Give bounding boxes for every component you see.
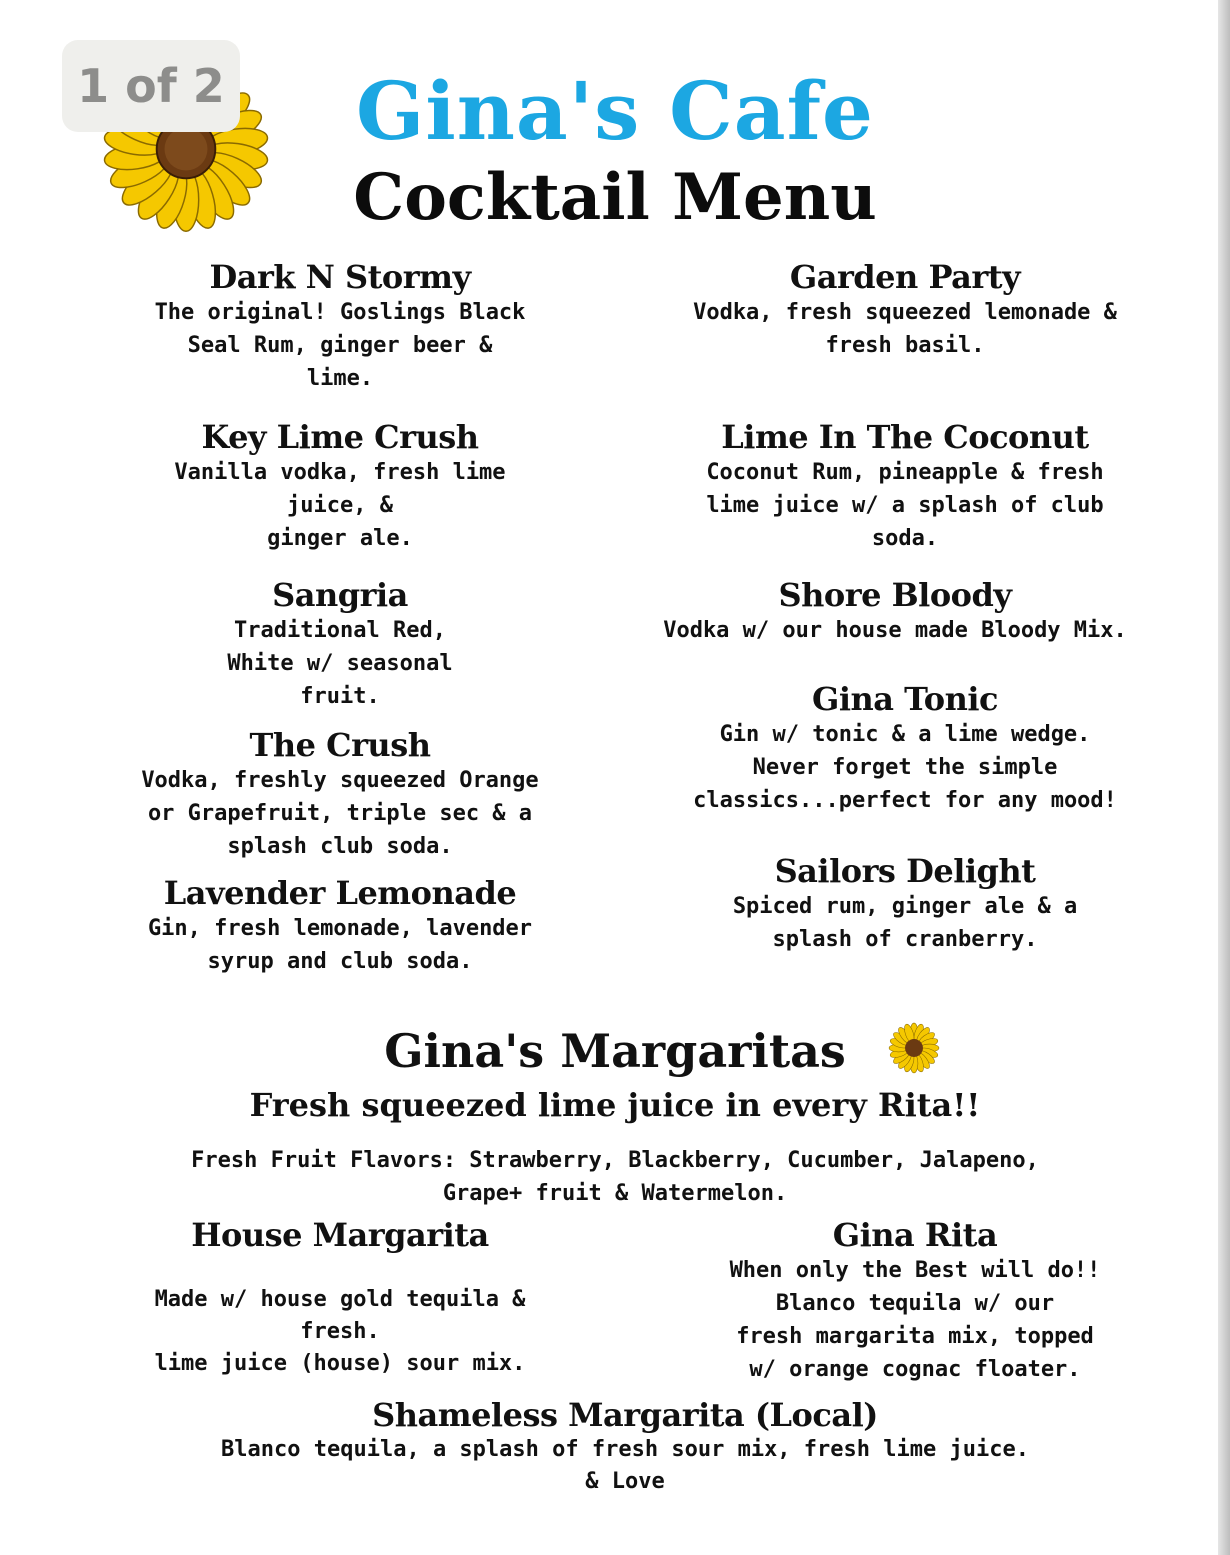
cocktail-name: Sailors Delight bbox=[774, 852, 1036, 890]
cocktail-description: Coconut Rum, pineapple & fresh lime juice w/ a splash of club soda. bbox=[706, 460, 1104, 551]
cocktail-name: Garden Party bbox=[789, 258, 1021, 296]
cocktail-dark-n-stormy bbox=[95, 258, 585, 395]
cocktail-name: Shore Bloody bbox=[778, 576, 1012, 614]
margarita-description: When only the Best will do!! Blanco tequila w/ our fresh margarita mix, topped w/ orange cognac floater. bbox=[729, 1258, 1101, 1382]
cocktail-description: Vodka, freshly squeezed Orange or Grapefruit, triple sec & a splash club soda. bbox=[141, 768, 539, 859]
cocktail-description: The original! Goslings Black Seal Rum, ginger beer & lime. bbox=[154, 300, 526, 391]
cocktail-description: Vanilla vodka, fresh lime juice, & ginger ale. bbox=[174, 460, 506, 551]
cocktail-sangria bbox=[95, 576, 585, 713]
margarita-name: House Margarita bbox=[191, 1216, 489, 1254]
cocktail-name: Key Lime Crush bbox=[201, 418, 479, 456]
cocktail-description: Traditional Red, White w/ seasonal fruit. bbox=[227, 618, 453, 709]
cafe-name: Gina's Cafe bbox=[356, 64, 874, 158]
cocktail-key-lime-crush bbox=[95, 418, 585, 555]
menu-title: Cocktail Menu bbox=[353, 160, 877, 235]
sunflower-small-icon bbox=[886, 1022, 942, 1074]
cocktail-name: Sangria bbox=[272, 576, 408, 614]
fruit-flavors: Fresh Fruit Flavors: Strawberry, Blackberry, Cucumber, Jalapeno, Grape+ fruit & Watermelon. bbox=[191, 1148, 1039, 1206]
cocktail-name: The Crush bbox=[249, 726, 431, 764]
margarita-gina-rita bbox=[660, 1216, 1170, 1386]
cocktail-description: Gin w/ tonic & a lime wedge. Never forget the simple classics...perfect for any mood! bbox=[693, 722, 1117, 813]
margaritas-tagline: Fresh squeezed lime juice in every Rita!! bbox=[249, 1086, 981, 1124]
cocktail-lavender-lemonade bbox=[95, 874, 585, 978]
cocktail-lime-in-the-coconut bbox=[640, 418, 1170, 555]
cocktail-garden-party bbox=[640, 258, 1170, 362]
cocktail-name: Lavender Lemonade bbox=[163, 874, 517, 912]
cocktail-name: Lime In The Coconut bbox=[721, 418, 1089, 456]
cocktail-description: Vodka w/ our house made Bloody Mix. bbox=[663, 618, 1127, 643]
page-indicator: 1 of 2 bbox=[62, 40, 240, 132]
margaritas-title: Gina's Margaritas bbox=[384, 1024, 846, 1078]
cocktail-description: Gin, fresh lemonade, lavender syrup and club soda. bbox=[147, 916, 533, 974]
cocktail-description: Spiced rum, ginger ale & a splash of cranberry. bbox=[732, 894, 1078, 952]
cocktail-shore-bloody bbox=[620, 576, 1170, 647]
margarita-shameless bbox=[80, 1396, 1170, 1498]
margarita-house bbox=[95, 1216, 585, 1380]
cocktail-sailors-delight bbox=[640, 852, 1170, 956]
margarita-name: Gina Rita bbox=[832, 1216, 998, 1254]
cocktail-name: Gina Tonic bbox=[811, 680, 998, 718]
margarita-description: Blanco tequila, a splash of fresh sour mix, fresh lime juice. & Love bbox=[221, 1437, 1029, 1494]
cocktail-name: Dark N Stormy bbox=[209, 258, 471, 296]
cocktail-description: Vodka, fresh squeezed lemonade & fresh basil. bbox=[693, 300, 1117, 358]
margarita-name: Shameless Margarita (Local) bbox=[372, 1396, 878, 1434]
margarita-description: Made w/ house gold tequila & fresh. lime juice (house) sour mix. bbox=[154, 1287, 526, 1376]
cocktail-gina-tonic bbox=[640, 680, 1170, 817]
cocktail-the-crush bbox=[95, 726, 585, 863]
